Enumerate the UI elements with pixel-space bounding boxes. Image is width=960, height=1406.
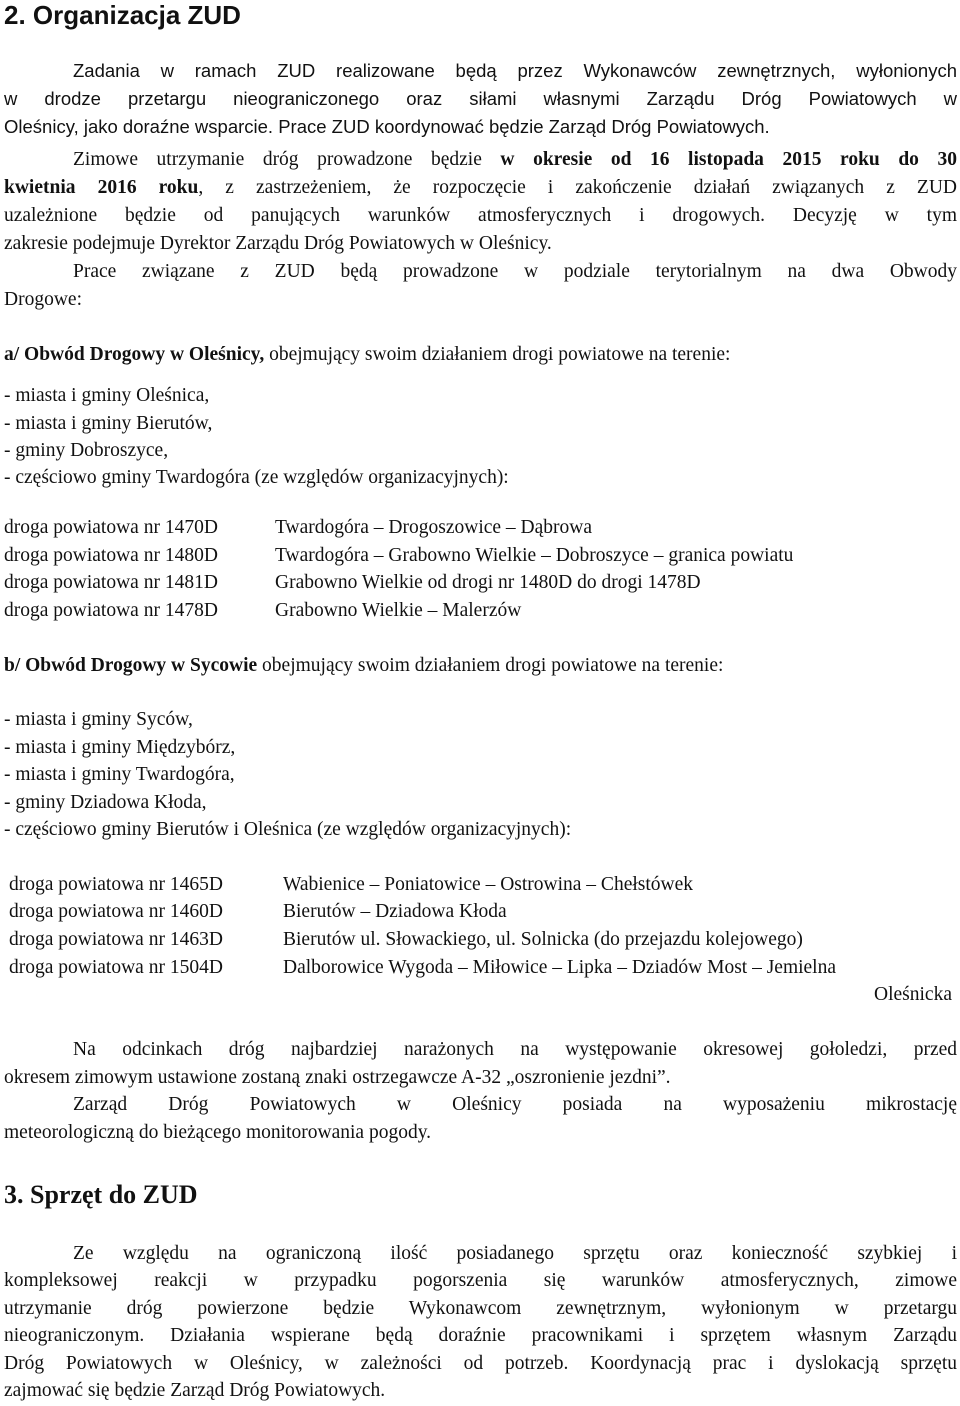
section-3-heading: 3. Sprzęt do ZUD	[4, 1180, 198, 1209]
paragraph-3-line-1: Prace związane z ZUD będą prowadzone w podziale terytorialnym na dwa Obwody	[73, 261, 957, 282]
district-b-area: - miasta i gminy Twardogóra,	[4, 764, 235, 785]
road-route-continuation: Oleśnicka	[874, 984, 952, 1005]
district-b-description: obejmujący swoim działaniem drogi powiatowe na terenie:	[257, 655, 724, 676]
paragraph-5-line-1: Zarząd Dróg Powiatowych w Oleśnicy posiada na wyposażeniu mikrostację	[73, 1094, 957, 1115]
road-route: Grabowno Wielkie – Malerzów	[275, 600, 522, 621]
district-b-road-row	[9, 898, 507, 926]
winter-period-end-bold: kwietnia 2016 roku	[4, 177, 199, 198]
district-b-road-row	[9, 926, 803, 954]
road-route: Wabienice – Poniatowice – Ostrowina – Chełstówek	[283, 874, 694, 895]
district-a-road-row	[4, 569, 701, 597]
section-3-line-2: kompleksowej reakcji w przypadku pogorszenia się warunków atmosferycznych, zimowe	[4, 1270, 957, 1291]
paragraph-2-line-2	[4, 174, 957, 202]
district-b-area: - gminy Dziadowa Kłoda,	[4, 792, 207, 813]
paragraph-1-line-3: Oleśnicy, jako doraźne wsparcie. Prace ZUD koordynować będzie Zarząd Dróg Powiatowych.	[4, 116, 770, 137]
road-code: droga powiatowa nr 1504D	[9, 957, 223, 978]
section-3-line-3: utrzymanie dróg powierzone będzie Wykonawcom zewnętrznym, wyłonionym w przetargu	[4, 1298, 957, 1319]
section-3-line-5: Dróg Powiatowych w Oleśnicy, w zależności od potrzeb. Koordynacją prac i dyslokacją sprzętu	[4, 1353, 957, 1374]
section-3-line-6: zajmować się będzie Zarząd Dróg Powiatowych.	[4, 1380, 386, 1401]
paragraph-2-text: , z zastrzeżeniem, że rozpoczęcie i zakończenie działań związanych z ZUD	[198, 177, 957, 198]
paragraph-1-line-2: w drodze przetargu nieograniczonego oraz siłami własnymi Zarządu Dróg Powiatowych w	[4, 88, 957, 109]
district-a-area: - miasta i gminy Bierutów,	[4, 413, 213, 434]
district-b-area: - miasta i gminy Międzybórz,	[4, 737, 236, 758]
district-a-road-row	[4, 597, 521, 625]
road-code: droga powiatowa nr 1470D	[4, 517, 218, 538]
district-a-area: - miasta i gminy Oleśnica,	[4, 385, 210, 406]
paragraph-5-line-2: meteorologiczną do bieżącego monitorowania pogody.	[4, 1122, 432, 1143]
district-a-name: a/ Obwód Drogowy w Oleśnicy,	[4, 344, 265, 365]
paragraph-4-line-2: okresem zimowym ustawione zostaną znaki ostrzegawcze A-32 „oszronienie jezdni”.	[4, 1067, 671, 1088]
section-3-line-1: Ze względu na ograniczoną ilość posiadanego sprzętu oraz konieczność szybkiej i	[73, 1243, 957, 1264]
road-code: droga powiatowa nr 1460D	[9, 901, 223, 922]
road-route: Twardogóra – Drogoszowice – Dąbrowa	[275, 517, 593, 538]
road-route: Dalborowice Wygoda – Miłowice – Lipka – Dziadów Most – Jemielna	[283, 957, 837, 978]
paragraph-1-line-1: Zadania w ramach ZUD realizowane będą przez Wykonawców zewnętrznych, wyłonionych	[73, 60, 957, 81]
section-3-line-4: nieograniczonym. Działania wspierane będą doraźnie pracownikami i sprzętem własnym Zarządu	[4, 1325, 957, 1346]
road-route: Bierutów ul. Słowackiego, ul. Solnicka (do przejazdu kolejowego)	[283, 929, 803, 950]
section-2-heading: 2. Organizacja ZUD	[4, 0, 241, 30]
road-code: droga powiatowa nr 1480D	[4, 545, 218, 566]
district-b-title	[4, 652, 723, 680]
district-a-description: obejmujący swoim działaniem drogi powiatowe na terenie:	[264, 344, 731, 365]
paragraph-2-line-4: zakresie podejmuje Dyrektor Zarządu Dróg Powiatowych w Oleśnicy.	[4, 233, 552, 254]
district-b-road-row	[9, 871, 693, 899]
district-b-area: - częściowo gminy Bierutów i Oleśnica (ze względów organizacyjnych):	[4, 819, 572, 840]
road-code: droga powiatowa nr 1463D	[9, 929, 223, 950]
road-code: droga powiatowa nr 1478D	[4, 600, 218, 621]
road-route: Grabowno Wielkie od drogi nr 1480D do drogi 1478D	[275, 572, 701, 593]
district-b-road-row	[9, 954, 836, 982]
paragraph-2-line-3: uzależnione będzie od panujących warunków atmosferycznych i drogowych. Decyzję w tym	[4, 205, 957, 226]
paragraph-2-text: Zimowe utrzymanie dróg prowadzone będzie	[73, 149, 501, 170]
road-route: Bierutów – Dziadowa Kłoda	[283, 901, 507, 922]
district-a-title	[4, 341, 730, 369]
road-code: droga powiatowa nr 1465D	[9, 874, 223, 895]
district-b-name: b/ Obwód Drogowy w Sycowie	[4, 655, 258, 676]
paragraph-4-line-1: Na odcinkach dróg najbardziej narażonych na występowanie okresowej gołoledzi, przed	[73, 1039, 957, 1060]
district-a-road-row	[4, 514, 592, 542]
district-a-area: - częściowo gminy Twardogóra (ze względów organizacyjnych):	[4, 467, 509, 488]
paragraph-2-line-1	[73, 146, 957, 174]
district-b-area: - miasta i gminy Syców,	[4, 709, 193, 730]
paragraph-3-line-2: Drogowe:	[4, 289, 82, 310]
road-code: droga powiatowa nr 1481D	[4, 572, 218, 593]
road-route: Twardogóra – Grabowno Wielkie – Dobroszyce – granica powiatu	[275, 545, 794, 566]
district-a-area: - gminy Dobroszyce,	[4, 440, 169, 461]
district-a-road-row	[4, 542, 793, 570]
winter-period-bold: w okresie od 16 listopada 2015 roku do 30	[500, 149, 957, 170]
